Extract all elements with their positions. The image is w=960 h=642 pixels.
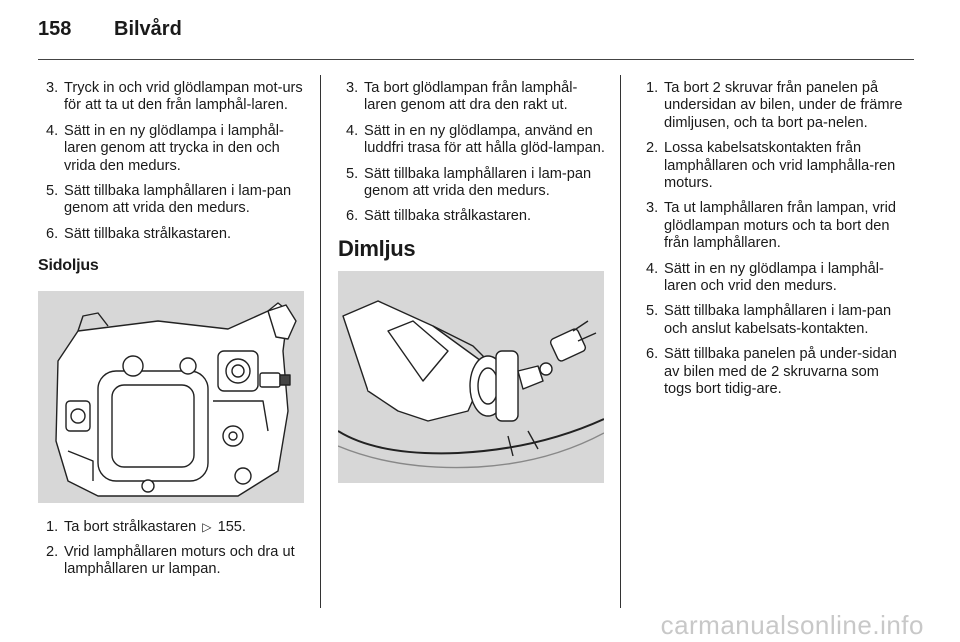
list-item: 3. Ta bort glödlampan från lamphål-laren genom att dra den rakt ut. [346, 80, 578, 114]
page-header [38, 18, 182, 48]
list-item: 6. Sätt tillbaka strålkastaren. [46, 225, 232, 242]
list-item: 4. Sätt in en ny glödlampa i lamphål-laren och vrid den medurs. [646, 260, 884, 295]
headlamp-assembly-drawing [38, 291, 304, 503]
fog-light-illustration [338, 271, 604, 483]
list-item: 1. Ta bort strålkastaren ▷ 155. [46, 518, 246, 535]
page-reference[interactable]: 155. [217, 518, 246, 535]
list-item: 3. Tryck in och vrid glödlampan mot-urs för att ta ut den från lamphål-laren. [46, 80, 303, 114]
page-number: 158 [38, 18, 72, 40]
list-item: 4. Sätt in en ny glödlampa, använd en luddfri trasa för att hålla glöd-lampan. [346, 122, 605, 157]
fog-lamp-drawing [338, 271, 604, 483]
list-item: 4. Sätt in en ny glödlampa i lamphål-laren genom att trycka in den och vrida den medurs. [46, 122, 284, 174]
list-item: 6. Sätt tillbaka strålkastaren. [346, 208, 532, 225]
step-list-col2 [338, 80, 606, 226]
heading-sidoljus: Sidoljus [38, 257, 99, 275]
header-rule [38, 59, 914, 60]
watermark: carmanualsonline.info [660, 610, 924, 640]
list-item: 5. Sätt tillbaka lamphållaren i lam-pan och anslut kabelsats-kontakten. [646, 303, 892, 337]
list-item: 6. Sätt tillbaka panelen på under-sidan av bilen med de 2 skruvarna som togs bort tidig-are. [646, 346, 897, 398]
list-item: 1. Ta bort 2 skruvar från panelen på undersidan av bilen, under de främre dimljusen, och ta bort pa-nelen. [646, 80, 903, 131]
side-light-illustration [38, 291, 304, 503]
page-reference-icon: ▷ [202, 519, 212, 534]
column-divider-2 [620, 75, 621, 608]
step-list-col3 [638, 80, 908, 399]
column-1 [38, 80, 306, 587]
list-item: 2. Lossa kabelsatskontakten från lamphållaren och vrid lamphålla-ren moturs. [646, 140, 896, 192]
column-divider-1 [320, 75, 321, 608]
list-item: 3. Ta ut lamphållaren från lampan, vrid glödlampan moturs och ta bort den från lamphållaren. [646, 200, 896, 252]
section-title: Bilvård [114, 18, 182, 40]
list-item: 5. Sätt tillbaka lamphållaren i lam-pan genom att vrida den medurs. [46, 183, 292, 217]
column-3 [638, 80, 908, 407]
heading-dimljus: Dimljus [338, 235, 416, 261]
list-item: 2. Vrid lamphållaren moturs och dra ut lamphållaren ur lampan. [46, 544, 295, 578]
step-list-col1-top [38, 80, 306, 243]
list-item: 5. Sätt tillbaka lamphållaren i lam-pan genom att vrida den medurs. [346, 165, 592, 200]
column-2 [338, 80, 606, 499]
step-list-col1-bottom [38, 519, 306, 579]
